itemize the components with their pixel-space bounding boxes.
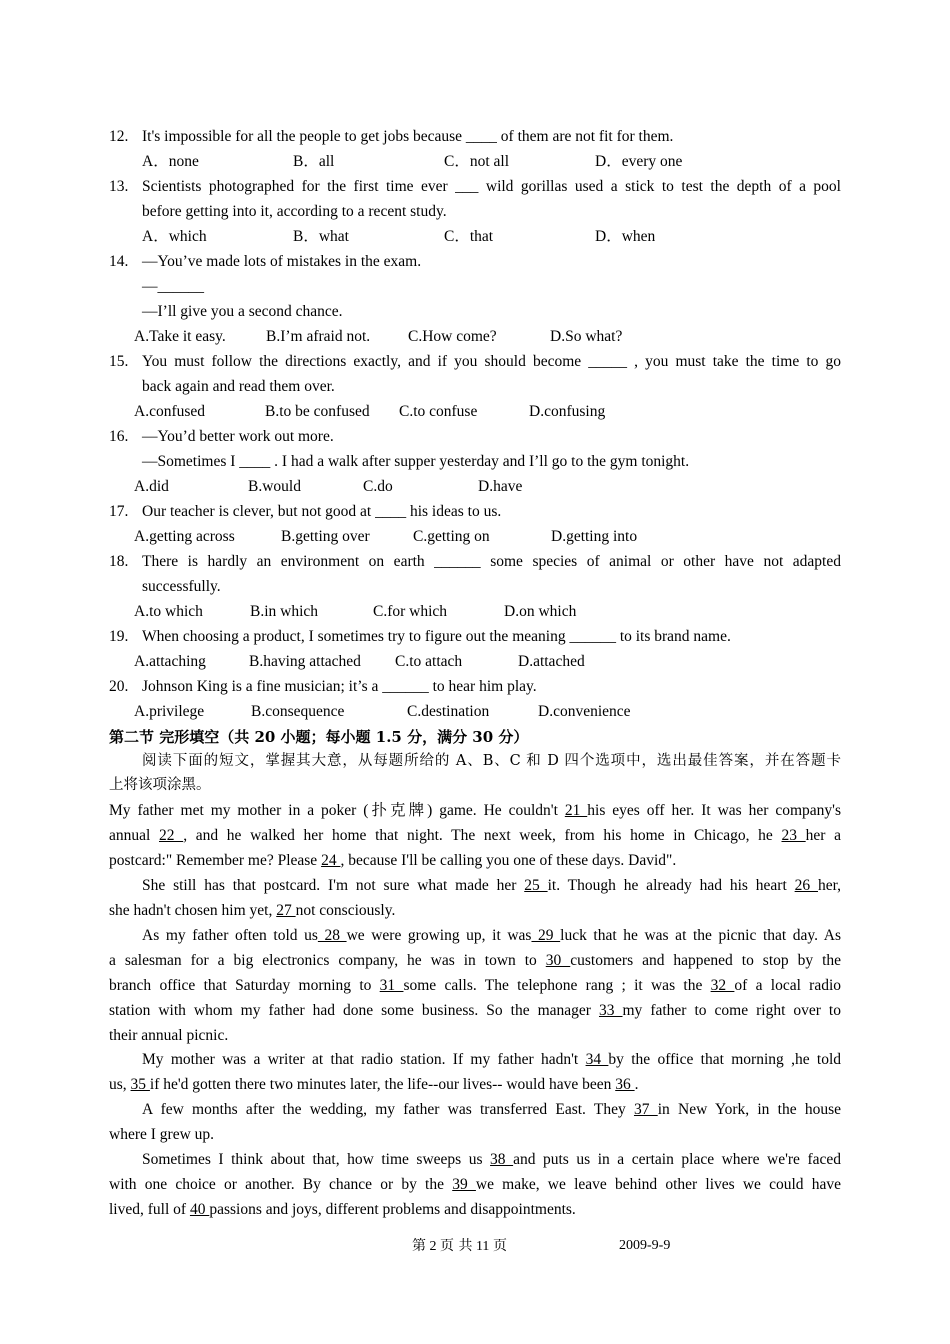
passage-text: station with whom my father had done some business. So the manager (109, 1002, 599, 1019)
question-text: You must follow the directions exactly, and if you should become _____ , you must take the time to go (142, 353, 841, 370)
answer-blank: 32 (710, 977, 735, 994)
passage-text: their annual picnic. (109, 1027, 229, 1044)
option-b: B.consequence (251, 703, 345, 720)
passage-line (142, 926, 841, 946)
option-c: C.do (363, 478, 393, 495)
question-text: —You’ve made lots of mistakes in the exam. (142, 253, 422, 270)
question-text: —You’d better work out more. (142, 428, 334, 445)
answer-blank: 34 (585, 1051, 609, 1068)
passage-text: not consciously. (295, 902, 396, 919)
passage-text: lived, full of (109, 1201, 190, 1218)
footer-page-number: 2 (429, 1239, 437, 1254)
answer-blank: 38 (490, 1151, 514, 1168)
option-b: B.would (248, 478, 301, 495)
passage-text: Sometimes I think about that, how time sweeps us (142, 1151, 491, 1168)
option-a: A.Take it easy. (134, 328, 226, 345)
question-number: 19. (109, 628, 129, 645)
passage-line (109, 1175, 841, 1195)
passage-line (109, 1075, 638, 1095)
footer-page-mid: 页 共 (440, 1238, 473, 1254)
passage-text: his eyes off her. It was her company's (587, 802, 841, 819)
passage-text: , because I'll be calling you one of these days. David". (340, 852, 677, 869)
option-a: A．which (142, 228, 207, 245)
passage-line (109, 1200, 576, 1220)
answer-blank: 21 (564, 802, 588, 819)
question-text: —______ (142, 278, 204, 295)
passage-text: my father to come right over to (622, 1002, 841, 1019)
passage-line (109, 951, 841, 971)
passage-line (109, 901, 395, 921)
option-b: B.I’m afraid not. (266, 328, 371, 345)
answer-blank: 22 (159, 827, 184, 844)
passage-line (142, 1050, 841, 1070)
question-text: There is hardly an environment on earth ______ some species of animal or other have not adapted (142, 553, 841, 570)
option-d: D.So what? (550, 328, 623, 345)
answer-blank: 26 (794, 877, 818, 894)
option-d: D.attached (518, 653, 585, 670)
passage-line (109, 826, 841, 846)
passage-line (109, 801, 841, 821)
passage-text: if he'd gotten there two minutes later, the life--our lives-- would have been (149, 1076, 616, 1093)
passage-text: she hadn't chosen him yet, (109, 902, 277, 919)
question-number: 20. (109, 678, 129, 695)
question-number: 15. (109, 353, 129, 370)
passage-text: it. Though he already had his heart (547, 877, 795, 894)
question-text: It's impossible for all the people to get jobs because ____ of them are not fit for them. (142, 128, 674, 145)
passage-text: My father met my mother in a poker (扑克牌) game. He couldn't (109, 802, 565, 819)
question-text: Johnson King is a fine musician; it’s a ______ to hear him play. (142, 678, 537, 695)
passage-line (109, 976, 841, 996)
option-c: C．not all (444, 153, 510, 170)
question-text: —Sometimes I ____ . I had a walk after supper yesterday and I’ll go to the gym tonight. (142, 453, 690, 470)
passage-text: annual (109, 827, 159, 844)
option-b: B．all (293, 153, 335, 170)
question-text: back again and read them over. (142, 378, 335, 395)
option-d: D.convenience (538, 703, 631, 720)
question-number: 16. (109, 428, 129, 445)
passage-text: postcard:" Remember me? Please (109, 852, 322, 869)
option-c: C.getting on (413, 528, 490, 545)
passage-line (109, 851, 676, 871)
answer-blank: 31 (379, 977, 404, 994)
option-c: C．that (444, 228, 494, 245)
option-a: A.to which (134, 603, 203, 620)
answer-blank: 27 (276, 902, 296, 919)
option-a: A．none (142, 153, 199, 170)
question-text: When choosing a product, I sometimes try to figure out the meaning ______ to its brand name. (142, 628, 731, 645)
question-text: before getting into it, according to a recent study. (142, 203, 447, 220)
option-c: C.destination (407, 703, 490, 720)
passage-text: customers and happened to stop by the (570, 952, 842, 969)
answer-blank: 28 (317, 927, 347, 944)
option-c: C.to confuse (399, 403, 478, 420)
option-d: D.getting into (551, 528, 638, 545)
answer-blank: 25 (524, 877, 548, 894)
passage-text: branch office that Saturday morning to (109, 977, 380, 994)
passage-text: us, (109, 1076, 131, 1093)
passage-text: As my father often told us (142, 927, 318, 944)
option-a: A.privilege (134, 703, 205, 720)
passage-line (109, 1125, 214, 1145)
passage-text: and puts us in a certain place where we're faced (513, 1151, 841, 1168)
question-number: 18. (109, 553, 129, 570)
passage-text: where I grew up. (109, 1126, 215, 1143)
passage-text: with one choice or another. By chance or by the (109, 1176, 453, 1193)
option-b: B.to be confused (265, 403, 370, 420)
passage-text: some calls. The telephone rang ; it was the (403, 977, 711, 994)
passage-text: her a (805, 827, 842, 844)
option-d: D.on which (504, 603, 577, 620)
option-a: A.getting across (134, 528, 235, 545)
question-text: Scientists photographed for the first time ever ___ wild gorillas used a stick to test the depth of a pool (142, 178, 841, 195)
passage-text: , and he walked her home that night. The next week, from his home in Chicago, he (183, 827, 782, 844)
option-d: D．every one (595, 153, 683, 170)
option-a: A.did (134, 478, 169, 495)
passage-line (109, 1001, 841, 1021)
passage-text: luck that he was at the picnic that day. As (560, 927, 841, 944)
answer-blank: 24 (321, 852, 341, 869)
footer-page-prefix: 第 (412, 1238, 426, 1254)
option-c: C.for which (373, 603, 448, 620)
passage-text: we make, we leave behind other lives we could have (475, 1176, 842, 1193)
passage-text: A few months after the wedding, my father was transferred East. They (142, 1101, 634, 1118)
answer-blank: 39 (452, 1176, 476, 1193)
question-number: 17. (109, 503, 129, 520)
footer-page-suffix: 页 (492, 1238, 507, 1254)
option-b: B.in which (250, 603, 319, 620)
passage-text: by the office that morning ,he told (608, 1051, 842, 1068)
section-instructions: 上将该项涂黑。 (109, 777, 211, 793)
question-text: Our teacher is clever, but not good at ____ his ideas to us. (142, 503, 502, 520)
option-b: B．what (293, 228, 349, 245)
option-a: A.confused (134, 403, 206, 420)
question-text: successfully. (142, 578, 221, 595)
passage-text: . (634, 1076, 639, 1093)
answer-blank: 30 (545, 952, 571, 969)
question-text: —I’ll give you a second chance. (142, 303, 343, 320)
passage-text: My mother was a writer at that radio station. If my father hadn't (142, 1051, 586, 1068)
question-number: 13. (109, 178, 129, 195)
option-d: D．when (595, 228, 656, 245)
answer-blank: 33 (598, 1002, 623, 1019)
passage-line (142, 876, 841, 896)
option-d: D.confusing (529, 403, 606, 420)
passage-text: in New York, in the house (657, 1101, 841, 1118)
section-instructions: 阅读下面的短文，掌握其大意，从每题所给的 A、B、C 和 D 四个选项中，选出最佳答案，并在答题卡 (142, 753, 841, 769)
question-number: 14. (109, 253, 129, 270)
passage-line (142, 1100, 841, 1120)
option-a: A.attaching (134, 653, 206, 670)
option-b: B.getting over (281, 528, 370, 545)
footer-date: 2009-9-9 (619, 1238, 671, 1253)
footer-page-total: 11 (475, 1239, 490, 1254)
answer-blank: 40 (189, 1201, 210, 1218)
page-footer (412, 1236, 507, 1257)
answer-blank: 29 (531, 927, 561, 944)
passage-text: we were growing up, it was (346, 927, 532, 944)
option-c: C.to attach (395, 653, 463, 670)
passage-text: of a local radio (734, 977, 842, 994)
section-heading: 第二节 完形填空（共 20 小题；每小题 1.5 分，满分 30 分） (109, 728, 529, 746)
passage-line (142, 1150, 841, 1170)
question-number: 12. (109, 128, 129, 145)
answer-blank: 37 (633, 1101, 658, 1118)
passage-text: her, (817, 877, 842, 894)
answer-blank: 35 (130, 1076, 150, 1093)
passage-line (109, 1026, 228, 1046)
answer-blank: 36 (615, 1076, 635, 1093)
answer-blank: 23 (781, 827, 806, 844)
option-b: B.having attached (249, 653, 361, 670)
passage-text: a salesman for a big electronics company, he was in town to (109, 952, 546, 969)
passage-text: She still has that postcard. I'm not sure what made her (142, 877, 525, 894)
passage-text: passions and joys, different problems and disappointments. (209, 1201, 576, 1218)
option-c: C.How come? (408, 328, 497, 345)
option-d: D.have (478, 478, 523, 495)
